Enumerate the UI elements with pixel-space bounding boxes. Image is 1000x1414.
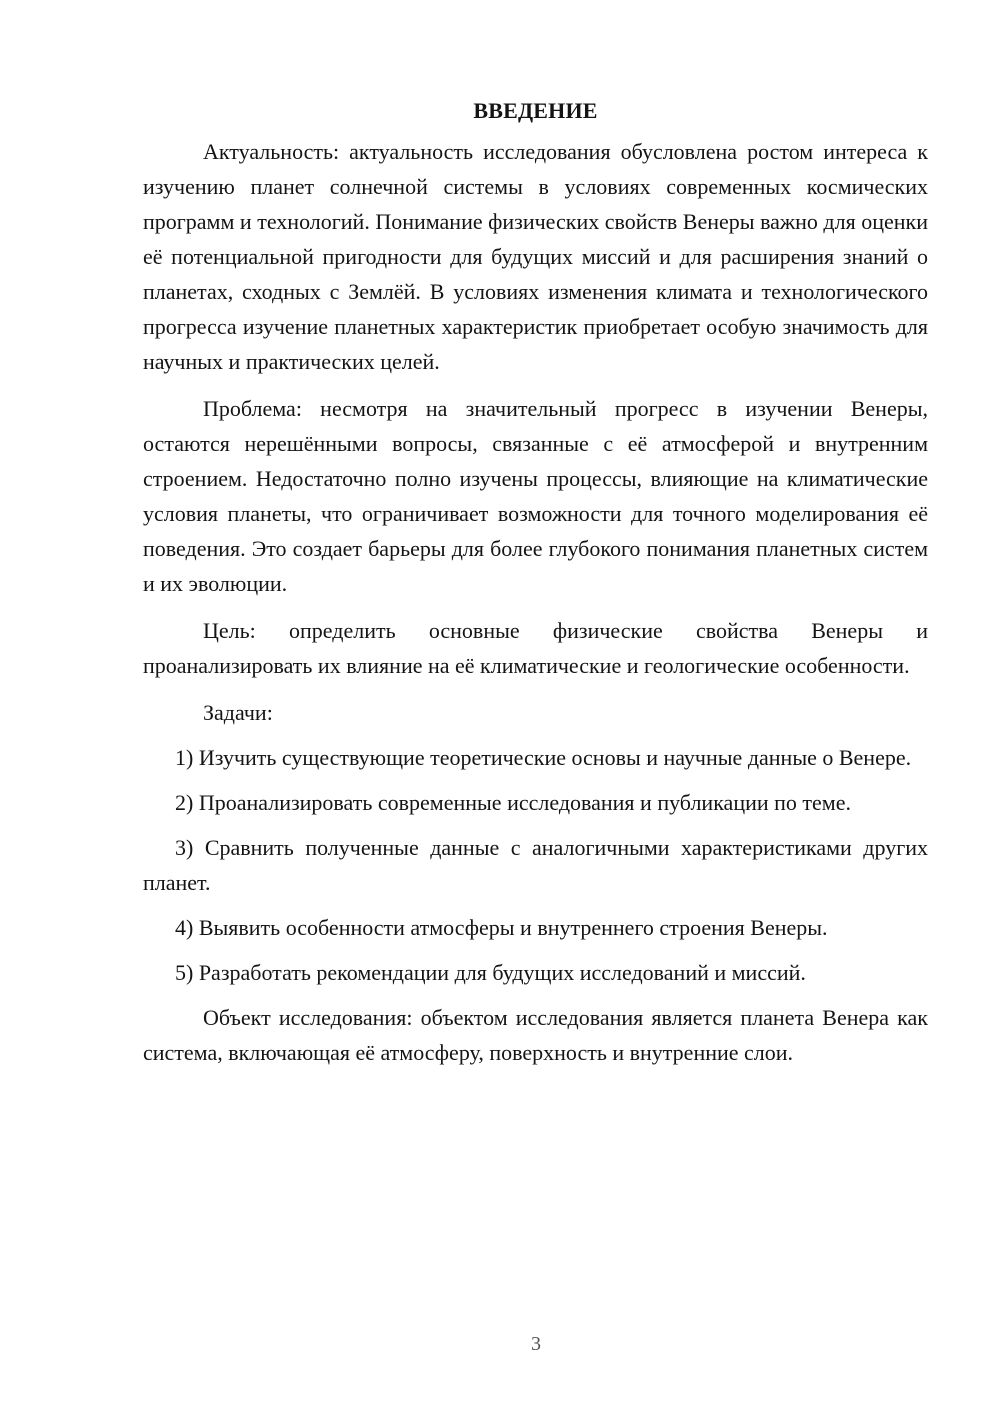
page-number: 3 bbox=[531, 1333, 541, 1355]
task-item-5: 5) Разработать рекомендации для будущих исследований и миссий. bbox=[175, 960, 806, 985]
goal-paragraph: Цель: определить основные физические свойства Венеры и проанализировать их влияние на её климатические и геологические особенности. bbox=[143, 618, 928, 678]
section-heading: ВВЕДЕНИЕ bbox=[473, 98, 598, 123]
task-item-3: 3) Сравнить полученные данные с аналогичными характеристиками других планет. bbox=[143, 835, 928, 895]
task-item-4: 4) Выявить особенности атмосферы и внутреннего строения Венеры. bbox=[175, 915, 828, 940]
document-page bbox=[143, 96, 928, 1082]
tasks-label: Задачи: bbox=[203, 700, 273, 725]
task-item-1: 1) Изучить существующие теоретические основы и научные данные о Венере. bbox=[175, 745, 912, 770]
relevance-paragraph: Актуальность: актуальность исследования обусловлена ростом интереса к изучению планет солнечной системы в условиях современных космических программ и технологий. Понимание физических свойств Венеры важно для оценки её потенциальной пригодности для будущих миссий и для расширения знаний о планетах, сходных с Землёй. В условиях изменения климата и технологического прогресса изучение планетных характеристик приобретает особую значимость для научных и практических целей. bbox=[143, 139, 928, 374]
task-item-2: 2) Проанализировать современные исследования и публикации по теме. bbox=[175, 790, 851, 815]
problem-paragraph: Проблема: несмотря на значительный прогресс в изучении Венеры, остаются нерешёнными вопросы, связанные с её атмосферой и внутренним строением. Недостаточно полно изучены процессы, влияющие на климатические условия планеты, что ограничивает возможности для точного моделирования её поведения. Это создает барьеры для более глубокого понимания планетных систем и их эволюции. bbox=[143, 396, 928, 596]
object-paragraph: Объект исследования: объектом исследования является планета Венера как система, включающая её атмосферу, поверхность и внутренние слои. bbox=[143, 1005, 928, 1065]
